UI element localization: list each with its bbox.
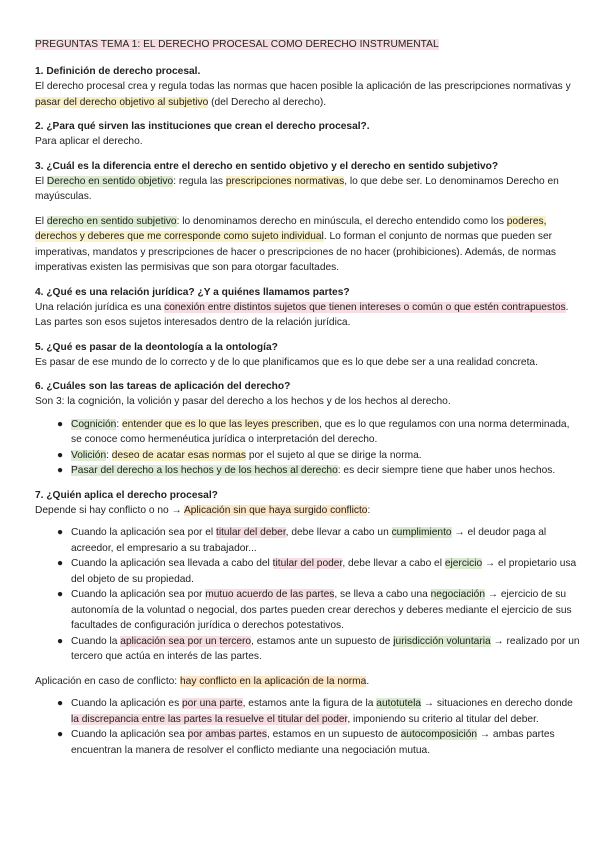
list-item: ● Cuando la aplicación sea por un tercero, estamos ante un supuesto de jurisdicción voluntaria → realizado por un tercero que actúa en interés de las partes. xyxy=(57,635,580,662)
question-3-heading: 3. ¿Cuál es la diferencia entre el derecho en sentido objetivo y el derecho en sentido subjetivo? xyxy=(35,160,499,172)
list-item: ● Volición: deseo de acatar esas normas por el sujeto al que se dirige la norma. xyxy=(35,448,580,464)
bullet-icon: ● xyxy=(57,465,64,476)
list-item: ● Cuando la aplicación es por una parte, estamos ante la figura de la autotutela → situaciones en derecho donde la discrepancia entre las partes la resuelve el titular del poder, imponiendo su criterio al titular del deber. xyxy=(57,698,573,725)
question-3-paragraph-2: El derecho en sentido subjetivo: lo denominamos derecho en minúscula, el derecho entendido como los poderes, derechos y deberes que me corresponde como sujeto individual. Lo forman el conjunto de normas que pueden ser imperativas, mandatos y prescripciones de hacer o prescripciones de no hacer (prohibiciones). Además, de normas imperativas existen las permisivas que son para otorgar facultades. xyxy=(35,215,556,273)
question-4-heading: 4. ¿Qué es una relación jurídica? ¿Y a quiénes llamamos partes? xyxy=(35,286,350,298)
question-7-heading: 7. ¿Quién aplica el derecho procesal? xyxy=(35,489,218,501)
question-6-intro: Son 3: la cognición, la volición y pasar del derecho a los hechos y de los hechos al derecho. xyxy=(35,396,451,407)
question-7-conflict-intro: Aplicación en caso de conflicto: hay conflicto en la aplicación de la norma. xyxy=(35,675,370,687)
list-item: ● Cuando la aplicación sea llevada a cabo del titular del poder, debe llevar a cabo el ejercicio → el propietario usa del objeto de su propiedad. xyxy=(57,558,577,585)
list-item: ● Cognición: entender que es lo que las leyes prescriben, que es lo que regulamos con una norma determinada, se conoce como hermenéutica jurídica o interpretación del derecho. xyxy=(57,418,570,445)
question-7-no-conflict-list xyxy=(35,525,580,665)
question-4-answer: Una relación jurídica es una conexión entre distintos sujetos que tienen intereses o común o que estén contrapuestos. Las partes son esos sujetos interesados dentro de la relación jurídica. xyxy=(35,301,569,328)
bullet-icon: ● xyxy=(57,527,64,538)
bullet-icon: ● xyxy=(57,729,64,740)
bullet-icon: ● xyxy=(57,698,64,709)
bullet-icon: ● xyxy=(57,449,64,461)
list-item: ● Cuando la aplicación sea por ambas partes, estamos en un supuesto de autocomposición → ambas partes encuentran la manera de resolver el conflicto mediante una negociación mutua. xyxy=(57,729,555,756)
question-3-paragraph-1: El Derecho en sentido objetivo: regula las prescripciones normativas, lo que debe ser. Lo denominamos Derecho en mayúsculas. xyxy=(35,175,559,202)
question-6-list xyxy=(35,417,580,479)
document-title: PREGUNTAS TEMA 1: EL DERECHO PROCESAL COMO DERECHO INSTRUMENTAL xyxy=(35,39,439,50)
question-2-heading: 2. ¿Para qué sirven las instituciones que crean el derecho procesal?. xyxy=(35,121,370,132)
question-7-intro: Depende si hay conflicto o no → Aplicación sin que haya surgido conflicto: xyxy=(35,504,371,516)
question-5-answer: Es pasar de ese mundo de lo correcto y de lo que planificamos que es lo que debe ser a una realidad concreta. xyxy=(35,356,538,368)
list-item: ● Pasar del derecho a los hechos y de los hechos al derecho: es decir siempre tiene que haber unos hechos. xyxy=(35,463,580,479)
list-item: ● Cuando la aplicación sea por mutuo acuerdo de las partes, se lleva a cabo una negociación → ejercicio de su autonomía de la voluntad o negocial, dos partes pueden crear derechos y deberes mediante el ejercicio de sus facultades de configuración jurídica o derechos potestativos. xyxy=(57,589,572,631)
list-item: ● Cuando la aplicación sea por el titular del deber, debe llevar a cabo un cumplimiento → el deudor paga al acreedor, el empresario a su trabajador... xyxy=(57,527,547,554)
bullet-icon: ● xyxy=(57,589,64,600)
question-7-conflict-list xyxy=(35,696,580,758)
bullet-icon: ● xyxy=(57,418,64,430)
bullet-icon: ● xyxy=(57,635,64,647)
question-6-heading: 6. ¿Cuáles son las tareas de aplicación del derecho? xyxy=(35,381,291,392)
question-2-answer: Para aplicar el derecho. xyxy=(35,136,143,147)
question-1-answer: El derecho procesal crea y regula todas las normas que hacen posible la aplicación de las prescripciones normativas y pasar del derecho objetivo al subjetivo (del Derecho al derecho). xyxy=(35,81,571,108)
question-1-heading: 1. Definición de derecho procesal. xyxy=(35,66,201,77)
question-5-heading: 5. ¿Qué es pasar de la deontología a la ontología? xyxy=(35,341,278,353)
bullet-icon: ● xyxy=(57,558,64,569)
